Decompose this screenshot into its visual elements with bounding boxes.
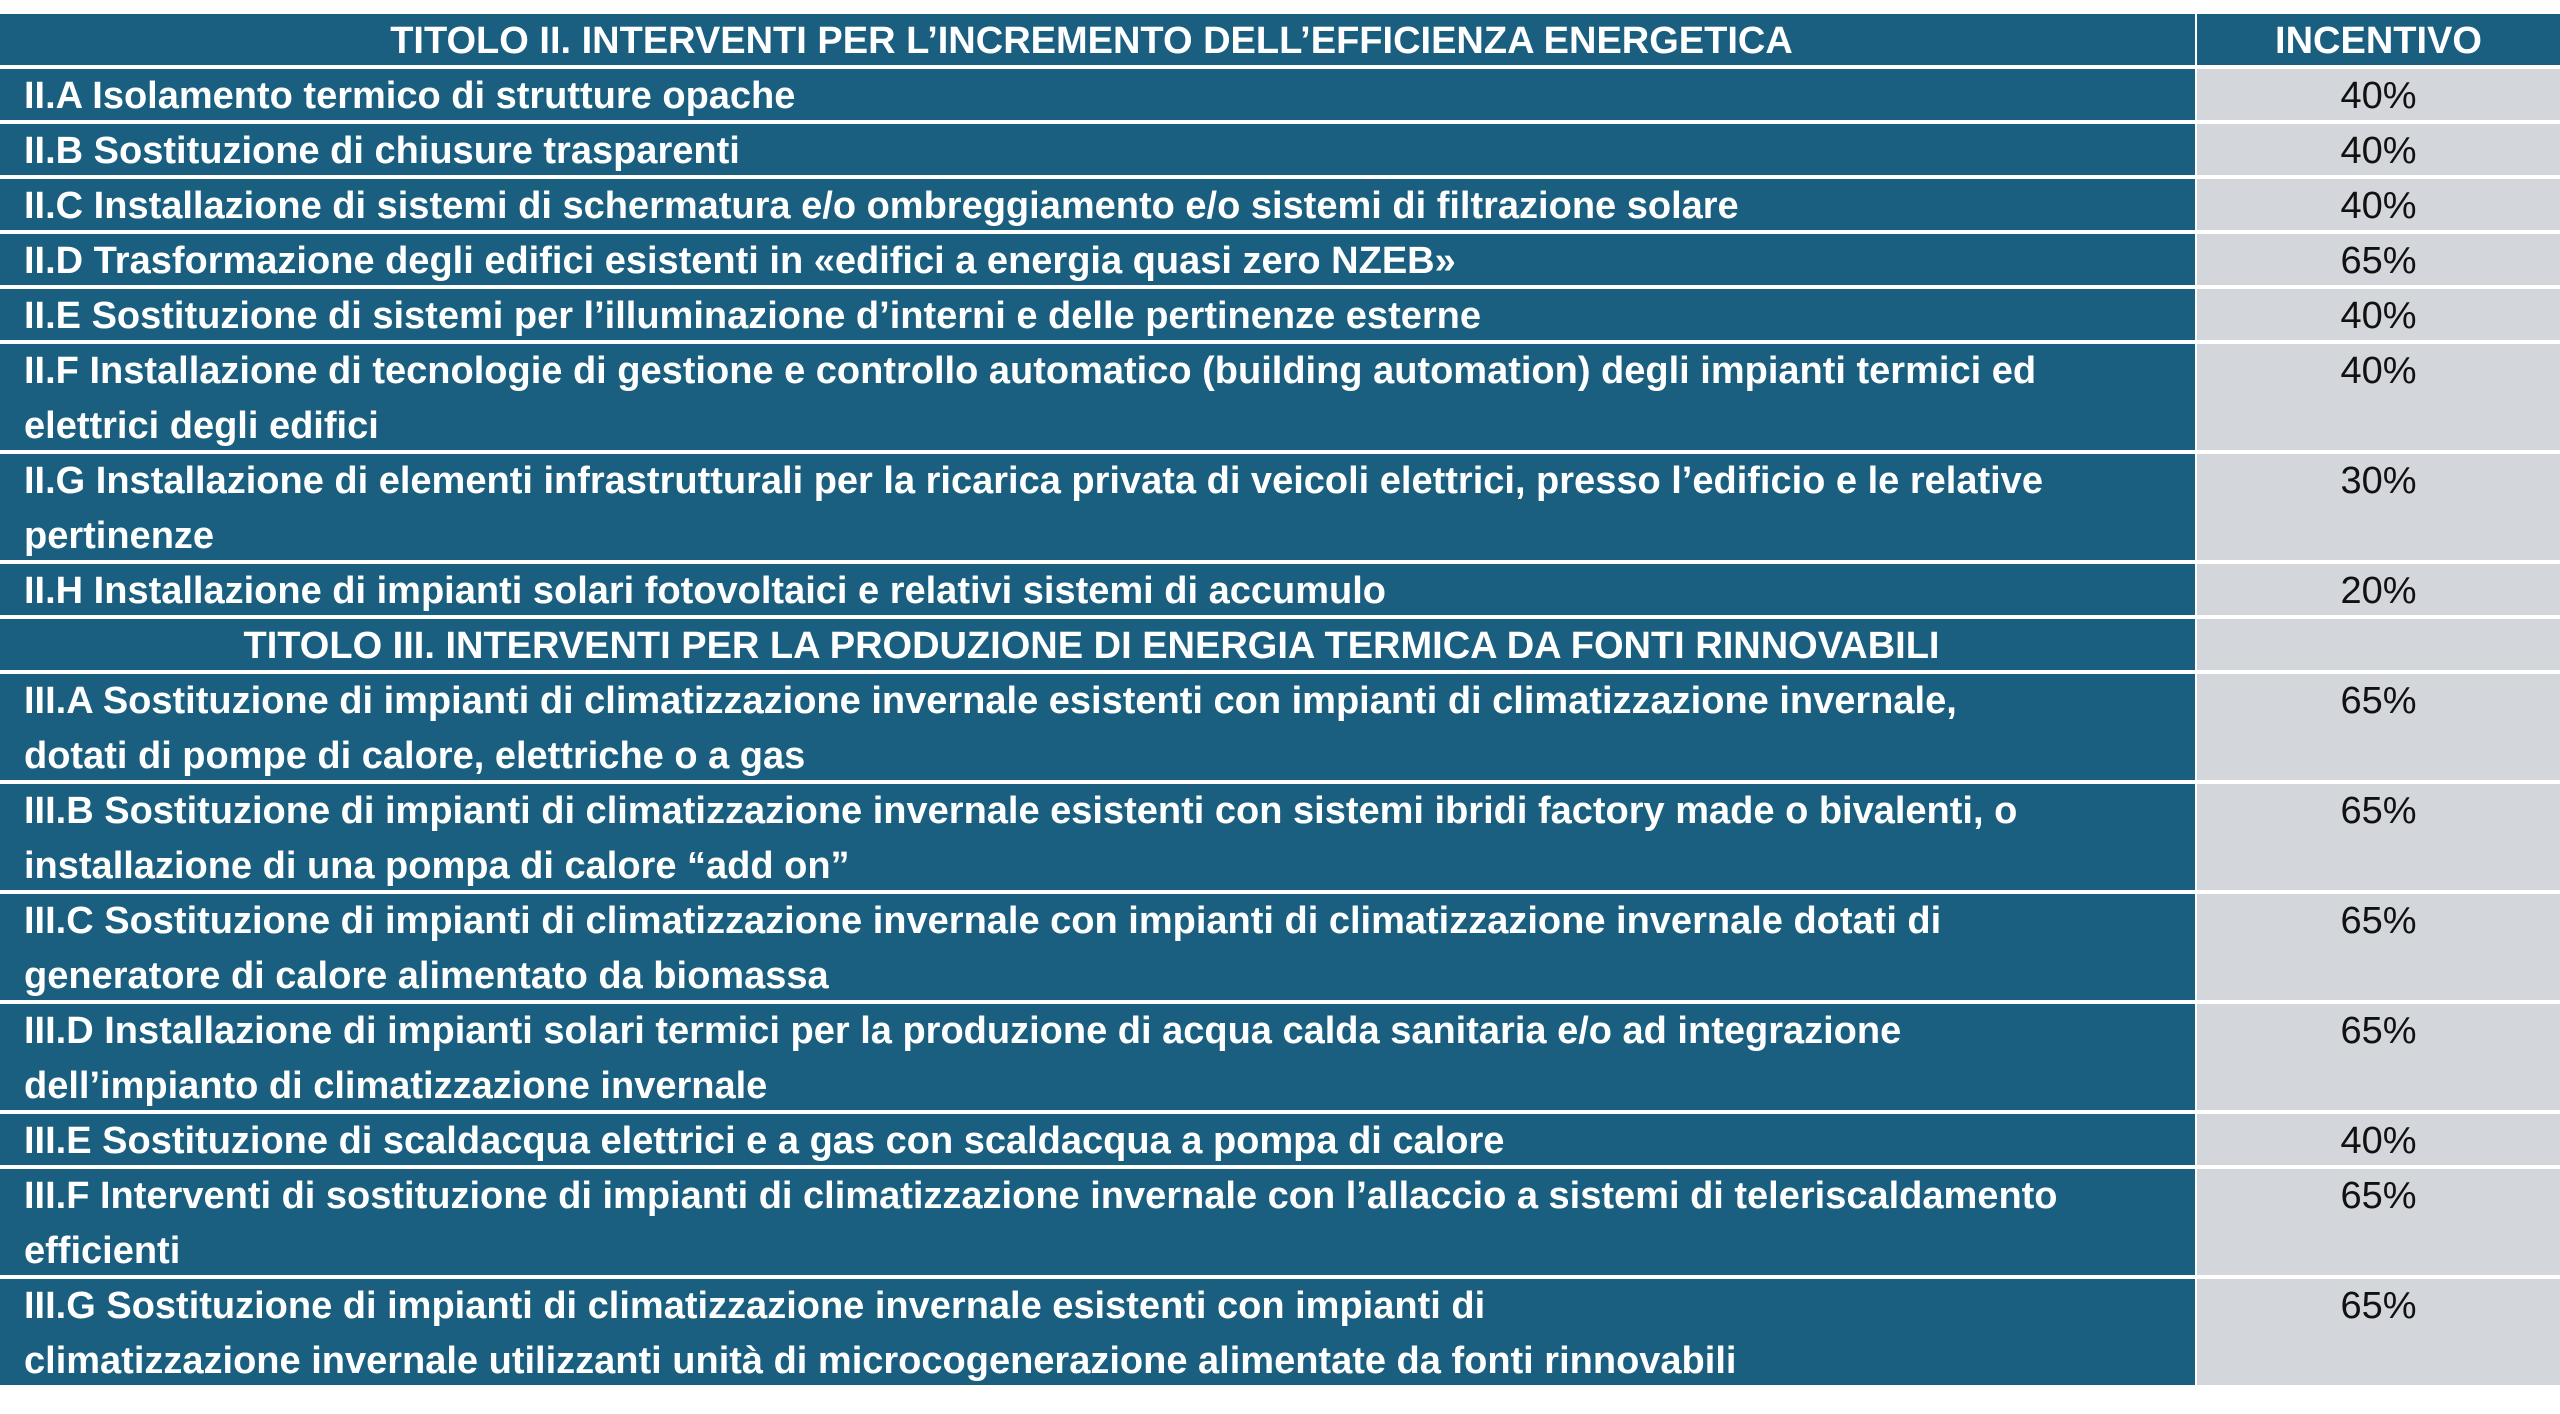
incentive-ii-b: 40%	[2197, 124, 2560, 175]
incentive-ii-a: 40%	[2197, 69, 2560, 120]
incentive-ii-g: 30%	[2197, 454, 2560, 560]
incentive-ii-e: 40%	[2197, 289, 2560, 340]
titolo-iii-incentive-empty	[2197, 619, 2560, 670]
incentive-ii-d: 65%	[2197, 234, 2560, 285]
intervention-ii-h: II.H Installazione di impianti solari fotovoltaici e relativi sistemi di accumulo	[0, 564, 2195, 615]
incentive-ii-c: 40%	[2197, 179, 2560, 230]
incentive-iii-d: 65%	[2197, 1004, 2560, 1110]
intervention-iii-b: III.B Sostituzione di impianti di climatizzazione invernale esistenti con sistemi ibridi factory made o bivalenti, o installazione di una pompa di calore “add on”	[0, 784, 2195, 890]
intervention-iii-c: III.C Sostituzione di impianti di climatizzazione invernale con impianti di climatizzazione invernale dotati di generatore di calore alimentato da biomassa	[0, 894, 2195, 1000]
incentive-iii-f: 65%	[2197, 1169, 2560, 1275]
intervention-iii-e: III.E Sostituzione di scaldacqua elettrici e a gas con scaldacqua a pompa di calore	[0, 1114, 2195, 1165]
incentive-iii-c: 65%	[2197, 894, 2560, 1000]
incentive-table	[0, 14, 2560, 1385]
intervention-iii-d: III.D Installazione di impianti solari termici per la produzione di acqua calda sanitaria e/o ad integrazione dell’impianto di climatizzazione invernale	[0, 1004, 2195, 1110]
incentive-iii-e: 40%	[2197, 1114, 2560, 1165]
intervention-iii-g: III.G Sostituzione di impianti di climatizzazione invernale esistenti con impianti di climatizzazione invernale utilizzanti unità di microcogenerazione alimentate da fonti rinnovabili	[0, 1279, 2195, 1385]
incentive-ii-h: 20%	[2197, 564, 2560, 615]
incentive-ii-f: 40%	[2197, 344, 2560, 450]
incentive-column-header: INCENTIVO	[2197, 14, 2560, 65]
intervention-iii-a: III.A Sostituzione di impianti di climatizzazione invernale esistenti con impianti di climatizzazione invernale, dotati di pompe di calore, elettriche o a gas	[0, 674, 2195, 780]
intervention-ii-c: II.C Installazione di sistemi di schermatura e/o ombreggiamento e/o sistemi di filtrazione solare	[0, 179, 2195, 230]
intervention-iii-f: III.F Interventi di sostituzione di impianti di climatizzazione invernale con l’allaccio a sistemi di teleriscaldamento efficienti	[0, 1169, 2195, 1275]
intervention-ii-g: II.G Installazione di elementi infrastrutturali per la ricarica privata di veicoli elettrici, presso l’edificio e le relative pertinenze	[0, 454, 2195, 560]
intervention-ii-a: II.A Isolamento termico di strutture opache	[0, 69, 2195, 120]
incentive-iii-g: 65%	[2197, 1279, 2560, 1385]
titolo-iii-header: TITOLO III. INTERVENTI PER LA PRODUZIONE DI ENERGIA TERMICA DA FONTI RINNOVABILI	[0, 619, 2195, 670]
incentive-iii-a: 65%	[2197, 674, 2560, 780]
intervention-ii-d: II.D Trasformazione degli edifici esistenti in «edifici a energia quasi zero NZEB»	[0, 234, 2195, 285]
incentive-iii-b: 65%	[2197, 784, 2560, 890]
titolo-ii-header: TITOLO II. INTERVENTI PER L’INCREMENTO DELL’EFFICIENZA ENERGETICA	[0, 14, 2195, 65]
intervention-ii-e: II.E Sostituzione di sistemi per l’illuminazione d’interni e delle pertinenze esterne	[0, 289, 2195, 340]
intervention-ii-f: II.F Installazione di tecnologie di gestione e controllo automatico (building automation) degli impianti termici ed elettrici degli edifici	[0, 344, 2195, 450]
intervention-ii-b: II.B Sostituzione di chiusure trasparenti	[0, 124, 2195, 175]
